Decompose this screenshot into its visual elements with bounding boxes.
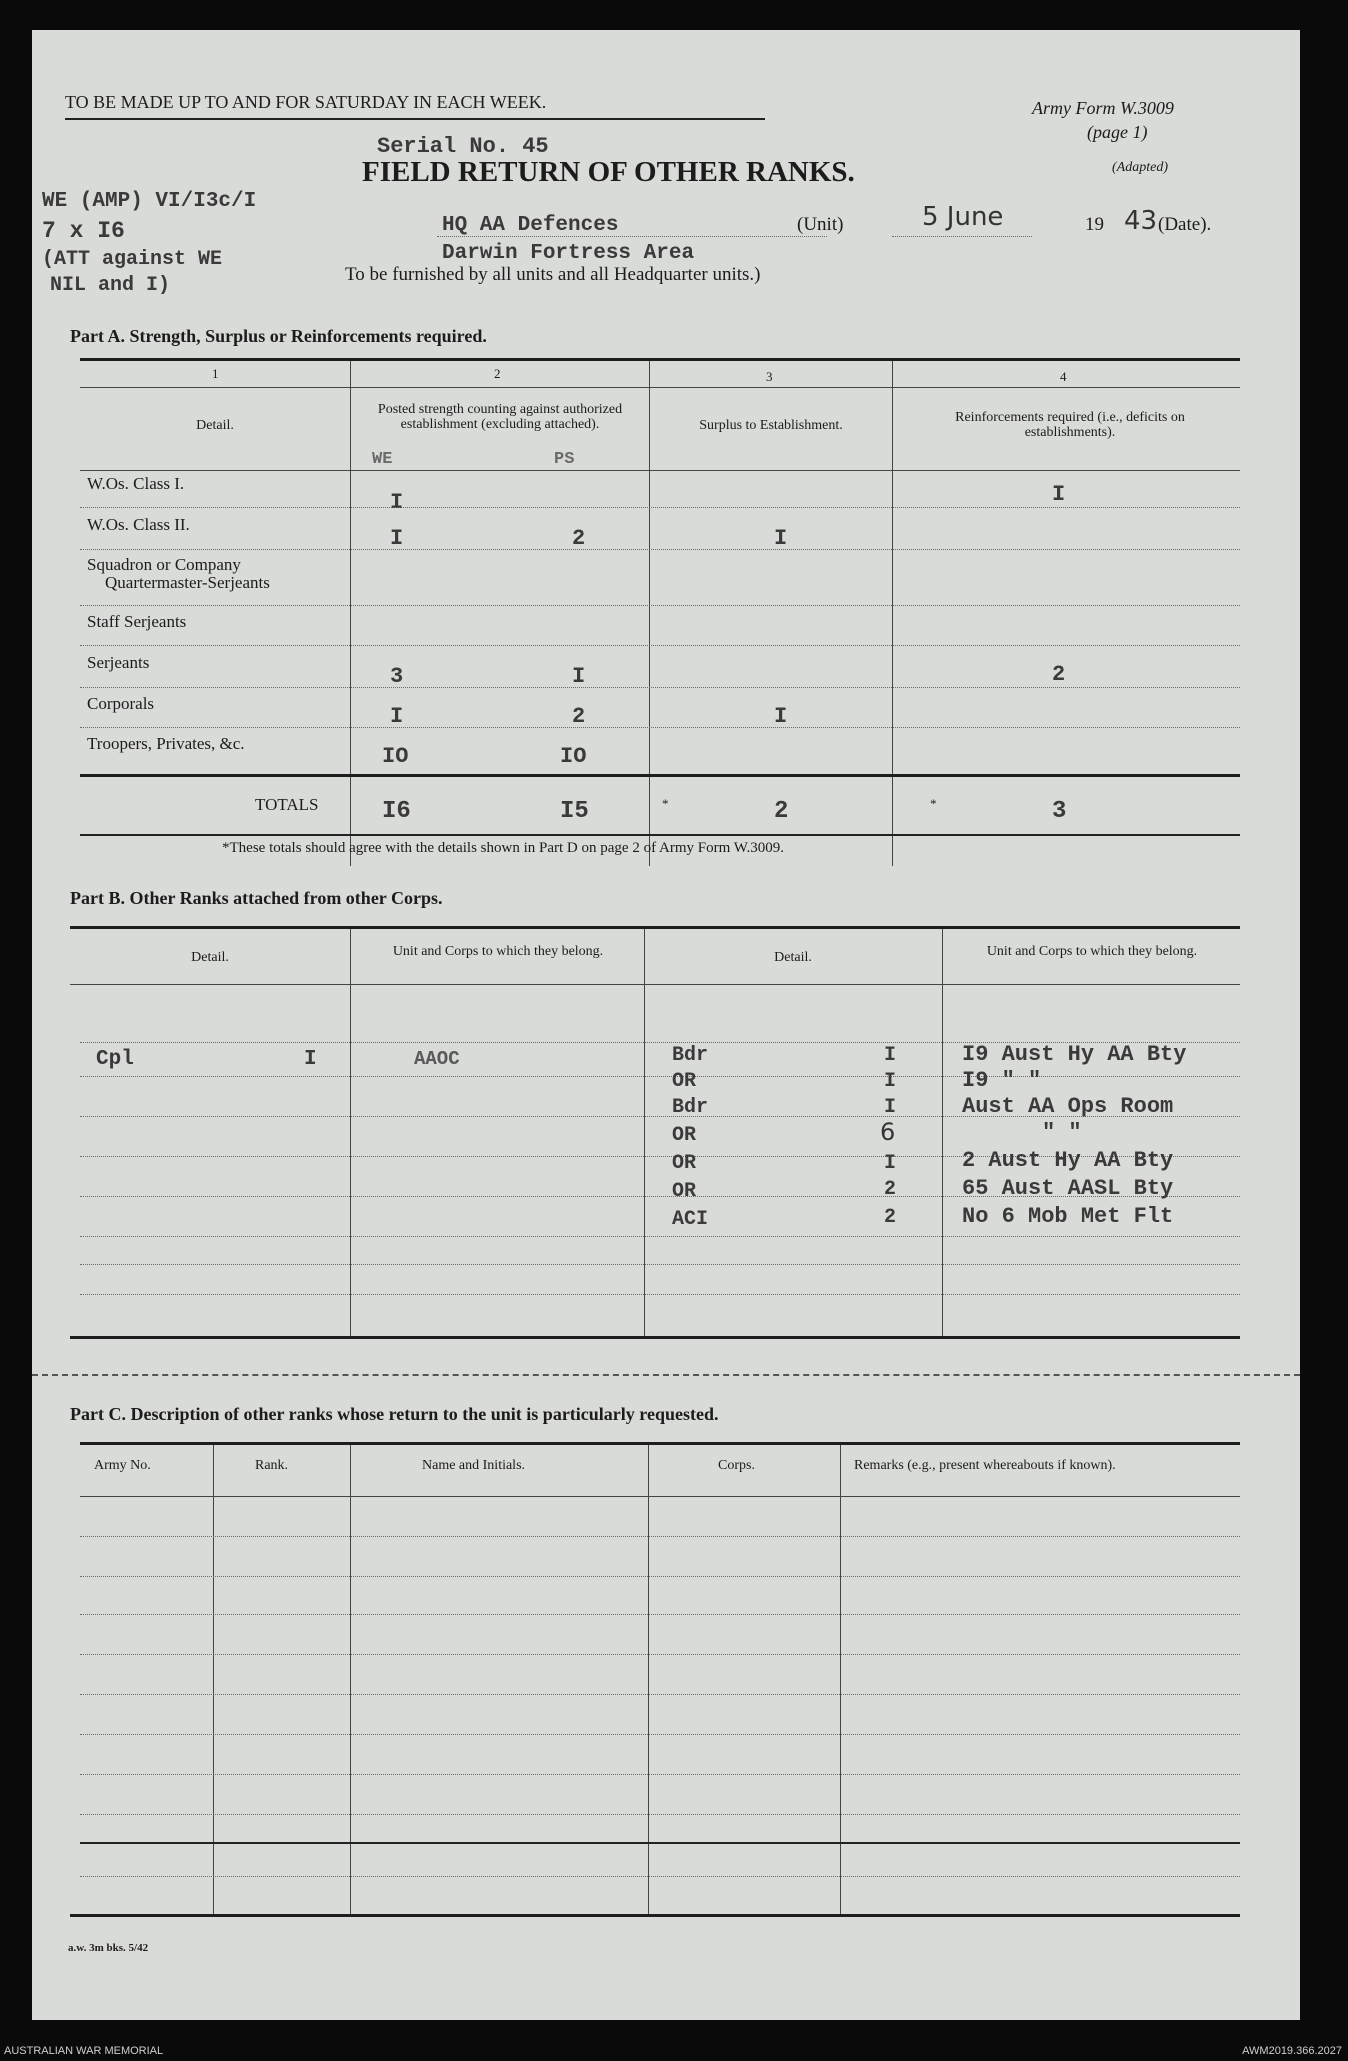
top-instruction: TO BE MADE UP TO AND FOR SATURDAY IN EACH WEEK. — [65, 92, 547, 112]
part-c-row-rule — [80, 1774, 1240, 1775]
row-corporals-surplus: I — [774, 704, 788, 729]
part-c-rank-header: Rank. — [255, 1458, 289, 1473]
part-a-vline-1 — [350, 361, 351, 866]
part-b-right-rank-4: OR — [672, 1124, 697, 1147]
part-c-vline-4 — [840, 1445, 841, 1915]
row-label-wo2: W.Os. Class II. — [87, 515, 190, 534]
unit-name-line1: HQ AA Defences — [442, 214, 619, 237]
part-b-right-rank-5: OR — [672, 1152, 697, 1175]
part-c-row-rule — [80, 1654, 1240, 1655]
part-a-detail-header: Detail. — [196, 418, 234, 433]
row-rule — [80, 549, 1240, 550]
part-c-row-rule — [80, 1734, 1240, 1735]
row-serjeants-reinf: 2 — [1052, 662, 1066, 687]
part-b-vline-3 — [942, 929, 943, 1337]
we-reference-3: (ATT against WE — [42, 248, 223, 271]
row-label-privates: Troopers, Privates, &c. — [87, 734, 245, 753]
perforation-line — [32, 1374, 1300, 1376]
date-dotted-line — [892, 236, 1032, 237]
date-day: 5 June — [922, 202, 1004, 232]
posted-we-subheader: WE — [372, 450, 393, 469]
row-label-wo1: W.Os. Class I. — [87, 474, 185, 493]
part-b-vline-1 — [350, 929, 351, 1337]
row-serjeants-we: 3 — [390, 664, 404, 689]
page-label: (page 1) — [1087, 122, 1148, 142]
date-year: 43 — [1124, 206, 1158, 236]
row-wo2-surplus: I — [774, 526, 788, 551]
part-a-vline-2 — [649, 361, 650, 866]
part-b-right-unit-7: No 6 Mob Met Flt — [962, 1204, 1174, 1229]
part-b-row-rule — [80, 1076, 1240, 1077]
form-sheet — [32, 30, 1300, 2020]
part-c-remarks-header: Remarks (e.g., present whereabouts if known). — [854, 1458, 1116, 1473]
part-c-bottom-rule — [70, 1914, 1240, 1917]
part-c-vline-3 — [648, 1445, 649, 1915]
part-b-detail-header-right: Detail. — [774, 950, 812, 965]
part-b-right-rank-6: OR — [672, 1180, 697, 1203]
part-c-top-rule — [80, 1442, 1240, 1445]
archive-credit-left: AUSTRALIAN WAR MEMORIAL — [4, 2045, 164, 2057]
part-c-row-rule — [80, 1694, 1240, 1695]
col-number-4: 4 — [1060, 369, 1067, 384]
part-c-double-rule — [80, 1842, 1240, 1844]
form-title: FIELD RETURN OF OTHER RANKS. — [362, 156, 855, 188]
row-rule — [80, 645, 1240, 646]
row-wo1-reinf: I — [1052, 482, 1066, 507]
part-b-unit-header-right: Unit and Corps to which they belong. — [986, 944, 1198, 959]
adapted-label: (Adapted) — [1112, 160, 1168, 175]
part-b-top-rule — [70, 926, 1240, 929]
part-b-unit-header-left: Unit and Corps to which they belong. — [392, 944, 604, 959]
part-b-title: Part B. Other Ranks attached from other Corps. — [70, 888, 443, 908]
row-wo2-ps: 2 — [572, 526, 586, 551]
unit-label: (Unit) — [797, 214, 844, 235]
part-b-right-unit-5: 2 Aust Hy AA Bty — [962, 1148, 1174, 1173]
part-c-name-header: Name and Initials. — [422, 1458, 526, 1473]
date-label: (Date). — [1158, 214, 1212, 235]
part-b-left-rank: Cpl — [96, 1048, 134, 1071]
part-b-row-rule — [80, 1264, 1240, 1265]
totals-ps: I5 — [560, 798, 589, 825]
part-b-right-count-6: 2 — [884, 1178, 897, 1201]
part-b-right-count-7: 2 — [884, 1206, 897, 1229]
serial-number: Serial No. 45 — [377, 134, 549, 159]
we-reference-4: NIL and I) — [50, 274, 171, 297]
part-c-army-no-header: Army No. — [94, 1458, 151, 1473]
part-c-corps-header: Corps. — [718, 1458, 755, 1473]
part-a-reinforcements-header: Reinforcements required (i.e., deficits on establishments). — [955, 410, 1185, 440]
part-c-row-rule — [80, 1614, 1240, 1615]
part-b-right-count-5: I — [884, 1152, 897, 1175]
part-b-vline-2 — [644, 929, 645, 1337]
totals-top-rule — [80, 774, 1240, 777]
part-b-right-unit-2: I9 " " — [962, 1068, 1042, 1093]
part-c-title: Part C. Description of other ranks whose return to the unit is particularly requested. — [70, 1404, 719, 1424]
totals-we: I6 — [382, 798, 411, 825]
part-b-row-rule — [80, 1294, 1240, 1295]
part-c-vline-1 — [213, 1445, 214, 1915]
row-privates-ps: IO — [560, 744, 587, 769]
col-number-1: 1 — [212, 366, 219, 381]
part-b-right-unit-1: I9 Aust Hy AA Bty — [962, 1042, 1187, 1067]
part-a-vline-3 — [892, 361, 893, 866]
totals-label: TOTALS — [255, 795, 319, 814]
printer-mark: a.w. 3m bks. 5/42 — [68, 1942, 149, 1954]
part-c-row-rule — [80, 1814, 1240, 1815]
posted-ps-subheader: PS — [554, 450, 575, 469]
part-b-right-unit-3: Aust AA Ops Room — [962, 1094, 1174, 1119]
totals-bottom-rule — [80, 834, 1240, 836]
header-bottom-rule — [80, 470, 1240, 471]
part-b-bottom-rule — [70, 1336, 1240, 1339]
col-number-2: 2 — [494, 366, 501, 381]
part-b-right-count-4: 6 — [880, 1118, 896, 1146]
part-b-right-unit-6: 65 Aust AASL Bty — [962, 1176, 1174, 1201]
row-wo1-we: I — [390, 490, 404, 515]
row-serjeants-ps: I — [572, 664, 586, 689]
we-reference-1: WE (AMP) VI/I3c/I — [42, 190, 257, 213]
part-b-right-unit-4: " " — [1042, 1120, 1082, 1145]
top-instruction-underline — [65, 118, 765, 120]
totals-reinf: 3 — [1052, 798, 1067, 825]
row-rule — [80, 605, 1240, 606]
part-c-row-rule — [80, 1876, 1240, 1877]
row-label-cqms-2: Quartermaster-Serjeants — [105, 573, 270, 592]
part-b-detail-header-left: Detail. — [191, 950, 229, 965]
part-b-right-rank-1: Bdr — [672, 1044, 709, 1067]
row-label-corporals: Corporals — [87, 694, 155, 713]
part-a-posted-header: Posted strength counting against authorized establishment (excluding attached). — [377, 402, 623, 432]
unit-dotted-line — [437, 236, 827, 237]
part-c-row-rule — [80, 1536, 1240, 1537]
part-b-right-count-1: I — [884, 1044, 897, 1067]
row-privates-we: IO — [382, 744, 409, 769]
totals-reinf-star: * — [930, 796, 937, 811]
unit-name-line2: Darwin Fortress Area — [442, 242, 695, 265]
row-corporals-we: I — [390, 704, 404, 729]
totals-surplus: 2 — [774, 798, 789, 825]
part-a-top-rule — [80, 358, 1240, 361]
army-form-label: Army Form W.3009 — [1032, 98, 1174, 118]
part-b-header-rule — [70, 984, 1240, 985]
row-label-staff-serjeants: Staff Serjeants — [87, 612, 187, 631]
row-label-serjeants: Serjeants — [87, 653, 150, 672]
row-rule — [80, 687, 1240, 688]
archive-reference-right: AWM2019.366.2027 — [1242, 2045, 1342, 2057]
part-a-footnote: *These totals should agree with the details shown in Part D on page 2 of Army Form W.3009. — [222, 840, 785, 856]
we-reference-2: 7 x I6 — [42, 218, 125, 244]
row-label-cqms: Squadron or Company — [87, 555, 241, 574]
part-b-left-unit: AAOC — [414, 1048, 460, 1070]
row-rule — [80, 507, 1240, 508]
part-c-row-rule — [80, 1576, 1240, 1577]
row-corporals-ps: 2 — [572, 704, 586, 729]
part-c-vline-2 — [350, 1445, 351, 1915]
part-c-row-rule — [80, 1496, 1240, 1497]
date-century: 19 — [1085, 214, 1104, 235]
part-b-row-rule — [80, 1236, 1240, 1237]
part-b-right-rank-3: Bdr — [672, 1096, 709, 1119]
col-number-rule — [80, 387, 1240, 388]
part-a-surplus-header: Surplus to Establishment. — [699, 418, 843, 433]
part-b-left-count: I — [304, 1048, 317, 1071]
part-b-right-rank-7: ACI — [672, 1208, 709, 1231]
furnish-note: To be furnished by all units and all Headquarter units.) — [345, 264, 761, 285]
col-number-3: 3 — [766, 369, 773, 384]
part-b-right-rank-2: OR — [672, 1070, 697, 1093]
part-b-right-count-3: I — [884, 1096, 897, 1119]
totals-surplus-star: * — [662, 796, 669, 811]
row-wo2-we: I — [390, 526, 404, 551]
row-rule — [80, 727, 1240, 728]
part-b-right-count-2: I — [884, 1070, 897, 1093]
part-a-title: Part A. Strength, Surplus or Reinforcements required. — [70, 326, 487, 346]
